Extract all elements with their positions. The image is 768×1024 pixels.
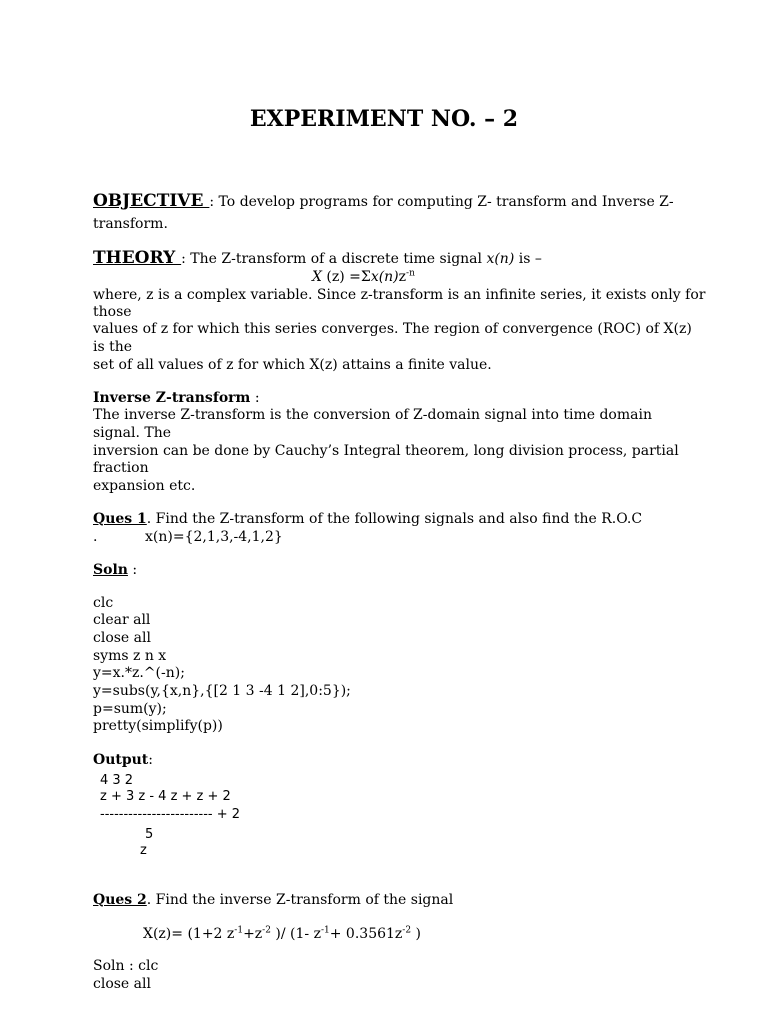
soln-label: Soln	[93, 562, 128, 578]
theory-line-1	[93, 249, 542, 268]
output-label: Output	[93, 752, 149, 768]
theory-text-2: those	[93, 304, 132, 320]
theory-text-4: is the	[93, 339, 133, 355]
objective-text: : To develop programs for computing Z- transform and Inverse Z-	[209, 194, 674, 210]
ques2-expression	[143, 925, 421, 943]
output-denominator: z	[140, 843, 147, 858]
expr-exponent: -1	[234, 925, 244, 936]
output-colon: :	[148, 752, 153, 768]
inverse-text-5: expansion etc.	[93, 478, 196, 494]
output-heading	[93, 751, 153, 769]
eq-lhs: X	[312, 269, 327, 285]
soln-heading	[93, 561, 137, 579]
eq-mid: (z) =Σ	[326, 269, 371, 285]
code-line: y=subs(y,{x,n},{[2 1 3 -4 1 2],0:5});	[93, 683, 351, 699]
soln-colon: :	[127, 562, 138, 578]
theory-text-5: set of all values of z for which X(z) attains a finite value.	[93, 357, 492, 373]
expr-part: +z	[243, 926, 263, 942]
theory-label: THEORY	[93, 248, 182, 268]
eq-rhs: x(n)	[370, 269, 399, 285]
ques1-signal: x(n)={2,1,3,-4,1,2}	[145, 529, 283, 545]
ques1-label: Ques 1	[93, 511, 147, 527]
objective-line-1	[93, 192, 674, 211]
output-numerator: z + 3 z - 4 z + z + 2	[100, 789, 231, 804]
expr-exponent: -2	[402, 925, 412, 936]
expr-exponent: -2	[262, 925, 271, 936]
eq-z: z	[398, 269, 407, 285]
page-title: EXPERIMENT NO. – 2	[249, 106, 519, 132]
ques2-label: Ques 2	[93, 892, 147, 908]
inverse-text-2: signal. The	[93, 425, 172, 441]
expr-exponent: -1	[320, 925, 330, 936]
ques2-line	[93, 891, 453, 909]
expr-part: )	[411, 926, 421, 942]
inverse-text-3: inversion can be done by Cauchy’s Integral theorem, long division process, partial	[93, 443, 679, 459]
ques2-text: . Find the inverse Z-transform of the signal	[146, 892, 454, 908]
theory-intro-suffix: is –	[514, 251, 542, 267]
expr-part: X(z)= (1+2 z	[143, 926, 235, 942]
theory-text-1: where, z is a complex variable. Since z-transform is an infinite series, it exists only for	[93, 287, 706, 303]
ques1-line	[93, 510, 642, 528]
code-line: close all	[93, 630, 151, 646]
ques1-text: . Find the Z-transform of the following signals and also find the R.O.C	[146, 511, 643, 527]
theory-intro: : The Z-transform of a discrete time signal	[181, 251, 487, 267]
ques1-dot: .	[93, 529, 98, 545]
expr-part: )/ (1- z	[270, 926, 321, 942]
eq-exponent: -n	[406, 268, 415, 279]
soln2-line-2: close all	[93, 976, 151, 992]
inverse-text-1: The inverse Z-transform is the conversion of Z-domain signal into time domain	[93, 407, 652, 423]
code-line: clear all	[93, 612, 151, 628]
inverse-heading	[93, 389, 260, 407]
objective-line-2: transform.	[93, 216, 168, 232]
z-transform-equation	[312, 268, 415, 286]
inverse-heading-colon: :	[250, 390, 260, 406]
theory-signal-var: x(n)	[486, 251, 515, 267]
code-line: p=sum(y);	[93, 701, 167, 717]
code-line: syms z n x	[93, 648, 167, 664]
inverse-heading-text: Inverse Z-transform	[93, 390, 251, 406]
code-line: y=x.*z.^(-n);	[93, 665, 185, 681]
code-line: pretty(simplify(p))	[93, 718, 223, 734]
output-exponents: 4 3 2	[100, 773, 134, 788]
output-den-exponent: 5	[145, 827, 154, 842]
objective-label: OBJECTIVE	[93, 191, 210, 211]
output-divider: ------------------------ + 2	[100, 807, 241, 822]
inverse-text-4: fraction	[93, 460, 149, 476]
code-line: clc	[93, 595, 114, 611]
expr-part: + 0.3561z	[329, 926, 403, 942]
soln2-line-1: Soln : clc	[93, 958, 159, 974]
theory-text-3: values of z for which this series converges. The region of convergence (ROC) of X(z)	[93, 321, 692, 337]
